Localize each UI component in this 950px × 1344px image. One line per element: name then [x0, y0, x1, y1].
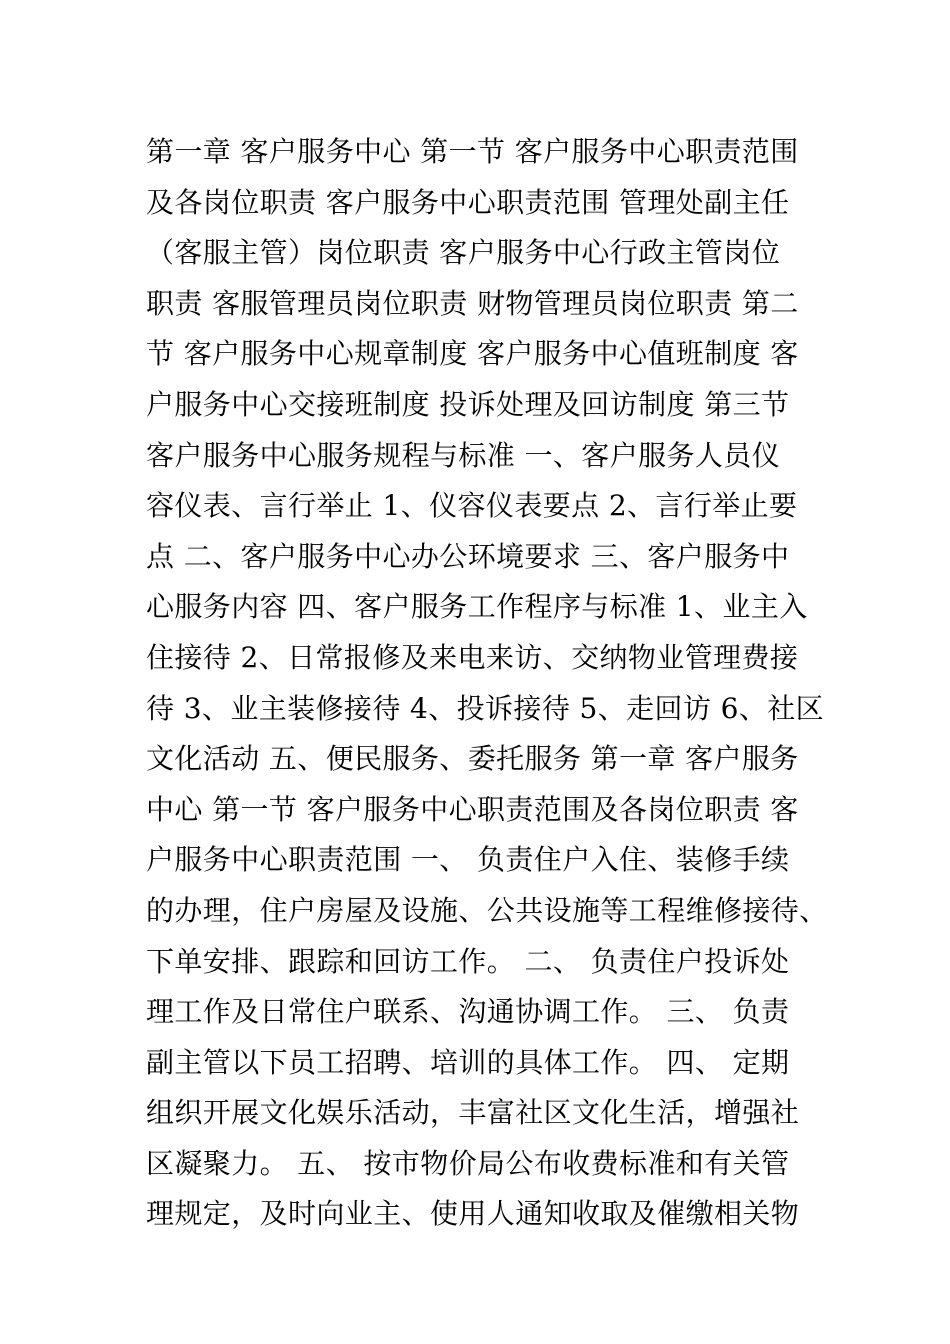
text-line: 区凝聚力。 五、 按市物价局公布收费标准和有关管: [146, 1146, 790, 1180]
text-line: 文化活动 五、便民服务、委托服务 第一章 客户服务: [146, 742, 799, 776]
text-line: 待 3、业主装修接待 4、投诉接待 5、走回访 6、社区: [146, 691, 825, 725]
text-line: 户服务中心交接班制度 投诉处理及回访制度 第三节: [146, 387, 790, 421]
text-line: （客服主管）岗位职责 客户服务中心行政主管岗位: [146, 236, 781, 270]
text-line: 副主管以下员工招聘、培训的具体工作。 四、 定期: [146, 1045, 790, 1079]
text-line: 点 二、客户服务中心办公环境要求 三、客户服务中: [146, 539, 790, 573]
text-line: 的办理，住户房屋及设施、公共设施等工程维修接待、: [146, 893, 828, 927]
text-line: 节 客户服务中心规章制度 客户服务中心值班制度 客: [146, 337, 799, 371]
text-line: 住接待 2、日常报修及来电来访、交纳物业管理费接: [146, 640, 799, 674]
text-line: 理规定，及时向业主、使用人通知收取及催缴相关物: [146, 1197, 800, 1231]
text-line: 心服务内容 四、客户服务工作程序与标准 1、业主入: [146, 590, 808, 624]
text-line: 组织开展文化娱乐活动，丰富社区文化生活，增强社: [146, 1096, 800, 1130]
text-line: 及各岗位职责 客户服务中心职责范围 管理处副主任: [146, 185, 790, 219]
text-line: 第一章 客户服务中心 第一节 客户服务中心职责范围: [146, 135, 799, 168]
document-body-text: [146, 127, 826, 1240]
text-line: 职责 客服管理员岗位职责 财物管理员岗位职责 第二: [146, 286, 799, 320]
text-line: 户服务中心职责范围 一、 负责住户入住、装修手续: [146, 843, 790, 877]
text-line: 客户服务中心服务规程与标准 一、客户服务人员仪: [146, 438, 781, 472]
text-line: 容仪表、言行举止 1、仪容仪表要点 2、言行举止要: [146, 489, 798, 523]
text-line: 下单安排、跟踪和回访工作。 二、 负责住户投诉处: [146, 944, 790, 978]
text-line: 中心 第一节 客户服务中心职责范围及各岗位职责 客: [146, 792, 799, 826]
text-line: 理工作及日常住户联系、沟通协调工作。 三、 负责: [146, 995, 790, 1029]
